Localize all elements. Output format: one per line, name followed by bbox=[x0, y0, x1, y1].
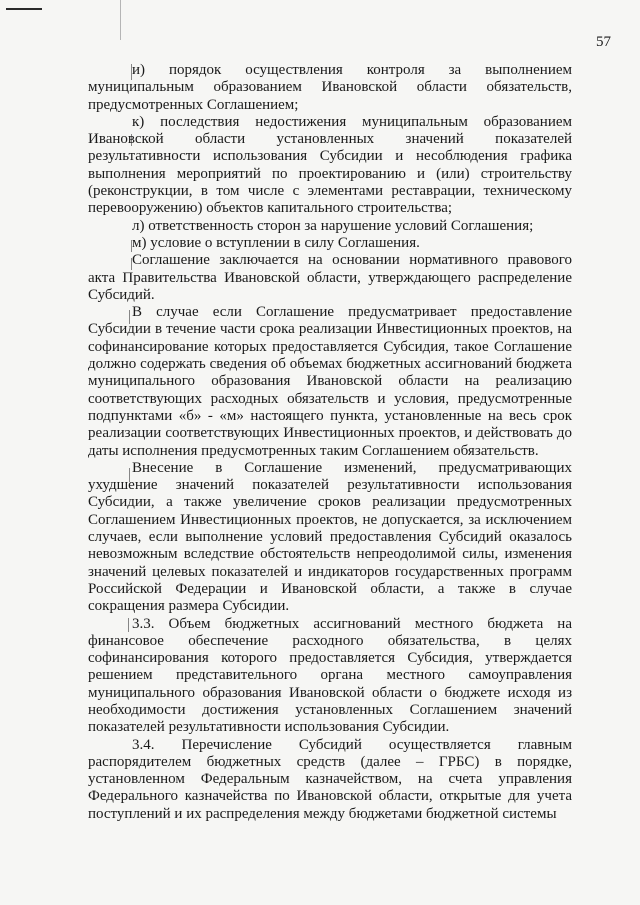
scan-artifact-line bbox=[120, 0, 121, 40]
top-rule bbox=[6, 8, 42, 10]
paragraph-partial-term: В случае если Соглашение предусматривает предоставление Субсидии в течение части срока реализации Инвестиционных проектов, на софинансирование которых предоставляется Субсидия, такое Соглашение должно содержать сведения об объемах бюджетных ассигнований бюджета муниципального образования Ивановской области на реализацию соответствующих расходных обязательств и условия, предусмотренные подпунктами «б» - «м» настоящего пункта, установленные на весь срок реализации соответствующих Инвестиционных проектов, и действовать до даты исполнения предусмотренных таким Соглашением обязательств. bbox=[88, 304, 572, 459]
paragraph-amendments: Внесение в Соглашение изменений, предусматривающих ухудшение значений показателей результативности использования Субсидии, а также увеличение сроков реализации предусмотренных Соглашением Инвестиционных проектов, не допускается, за исключением случаев, если выполнение условий предоставления Субсидий оказалось невозможным вследствие обстоятельств непреодолимой силы, изменения значений целевых показателей и индикаторов государственных программ Российской Федерации и Ивановской области, а также в случае сокращения размера Субсидии. bbox=[88, 459, 572, 615]
body-text bbox=[88, 62, 572, 823]
paragraph-agreement-basis: Соглашение заключается на основании нормативного правового акта Правительства Ивановской области, утверждающего распределение Субсидий. bbox=[88, 252, 572, 303]
paragraph-l: л) ответственность сторон за нарушение условий Соглашения; bbox=[132, 217, 534, 234]
paragraph-i: и) порядок осуществления контроля за выполнением муниципальным образованием Ивановской области обязательств, предусмотренных Соглашением; bbox=[88, 62, 572, 113]
paragraph-k: к) последствия недостижения муниципальным образованием Ивановской области установленных значений показателей результативности использования Субсидии и несоблюдения графика выполнения мероприятий по проектированию и (или) строительству (реконструкции, в том числе с элементами реставрации, техническому перевооружению) объектов капитального строительства; bbox=[88, 113, 572, 217]
paragraph-3-3: 3.3. Объем бюджетных ассигнований местного бюджета на финансовое обеспечение расходного обязательства, в целях софинансирования которого предоставляется Субсидия, утверждается решением представительного органа местного самоуправления муниципального образования Ивановской области о бюджете исходя из необходимости достижения установленных Соглашением значений показателей результативности использования Субсидии. bbox=[88, 615, 572, 736]
paragraph-m: м) условие о вступлении в силу Соглашения. bbox=[132, 234, 420, 251]
paragraph-3-4: 3.4. Перечисление Субсидий осуществляется главным распорядителем бюджетных средств (далее – ГРБС) в порядке, установленном Федеральным казначейством, на счета управления Федерального казначейства по Ивановской области, открытые для учета поступлений и их распределения между бюджетами бюджетной системы bbox=[88, 736, 572, 822]
page-number: 57 bbox=[596, 34, 611, 50]
